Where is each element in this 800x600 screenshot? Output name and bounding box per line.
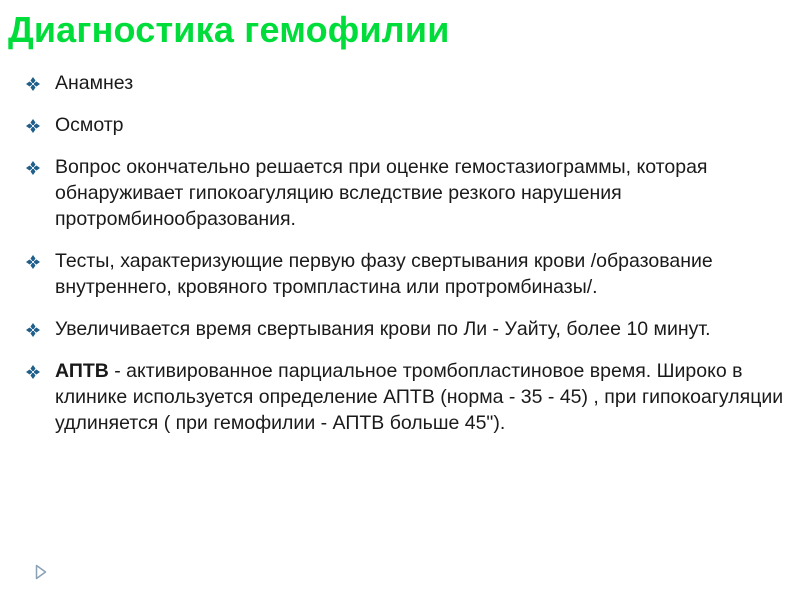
play-triangle-icon[interactable] [35,564,47,580]
bullet-text: Осмотр [55,114,124,136]
bullet-item-clotting-time [22,316,792,342]
bullet-item-anamnesis [22,70,792,96]
bullet-text: Анамнез [55,72,134,94]
four-diamond-bullet-icon [26,77,40,91]
bullet-text: Вопрос окончательно решается при оценке гемостазиограммы, которая обнаруживает гипокоагуляцию вследствие резкого нарушения протромбинообразования. [55,156,708,230]
four-diamond-bullet-icon [26,119,40,133]
bullet-item-first-phase-tests [22,248,792,300]
slide-title: Диагностика гемофилии [8,9,450,50]
bullet-item-examination [22,112,792,138]
four-diamond-bullet-icon [26,365,40,379]
bullet-text: - активированное парциальное тромбопластиновое время. Широко в клинике используется определение АПТВ (норма - 35 - 45) , при гипокоагуляции удлиняется ( при гемофилии - АПТВ больше 45"). [55,360,784,434]
four-diamond-bullet-icon [26,255,40,269]
bullet-text: Тесты, характеризующие первую фазу свертывания крови /образование внутреннего, кровяного тромпластина или протромбиназы/. [55,250,713,298]
bullet-term-aptt: АПТВ [55,360,109,382]
four-diamond-bullet-icon [26,323,40,337]
bullet-item-hemostasiogram [22,154,792,232]
four-diamond-bullet-icon [26,161,40,175]
bullet-list [22,70,792,452]
bullet-item-aptt [22,358,792,436]
bullet-text: Увеличивается время свертывания крови по Ли - Уайту, более 10 минут. [55,318,711,340]
